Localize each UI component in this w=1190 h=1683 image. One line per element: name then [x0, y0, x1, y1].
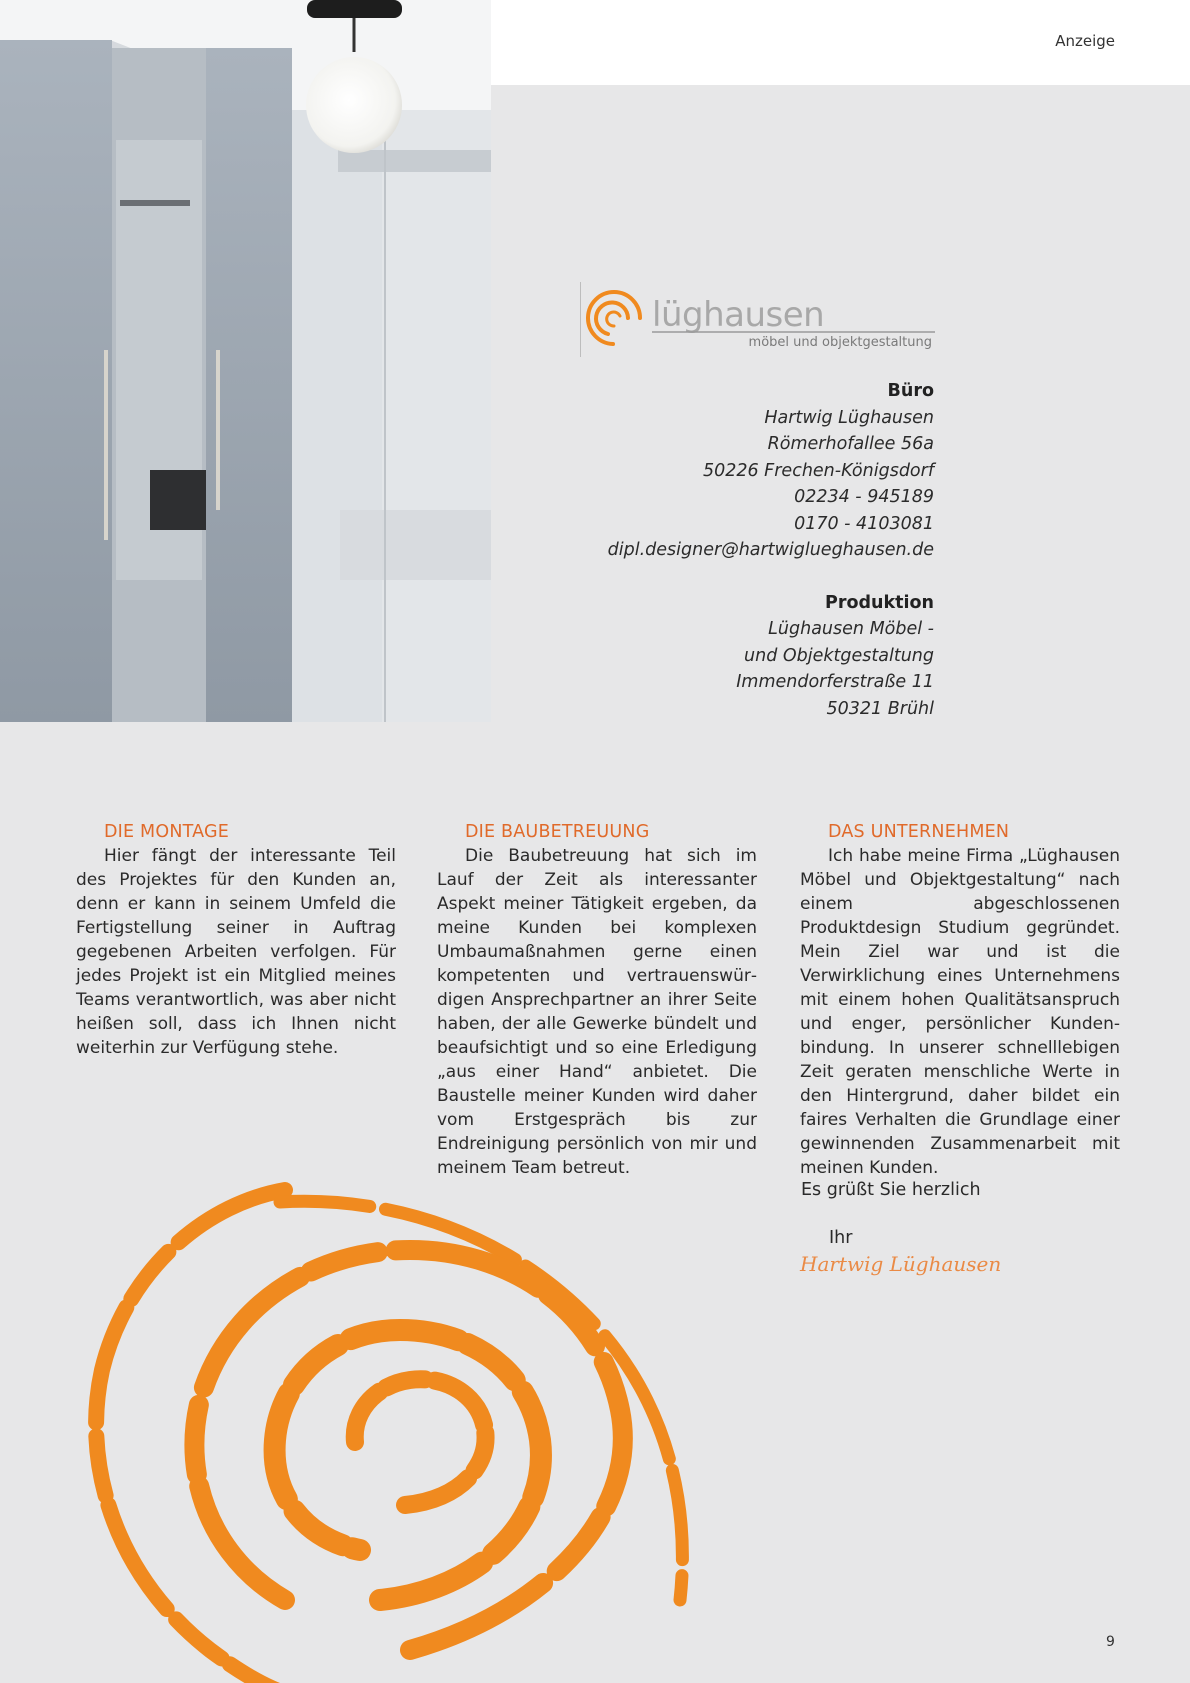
montage-text: Hier fängt der interessante Teil des Projektes für den Kunden an, denn er kann in seinem Umfeld die Fertigstellung seiner in Auftrag gegebenen Arbeiten verfolgen. Für jedes Projekt ist ein Mitglied meines Teams verantwortlich, was aber nicht heißen soll, dass ich Ihnen nicht weiterhin zur Verfügung stehe.: [76, 846, 396, 1058]
ad-label: Anzeige: [1055, 32, 1115, 50]
baubetreuung-heading: DIE BAUBETREUUNG: [465, 822, 650, 842]
column-unternehmen: [800, 820, 1120, 1180]
montage-heading: DIE MONTAGE: [104, 822, 230, 842]
produktion-city: 50321 Brühl: [826, 698, 934, 719]
buero-street: Römerhofallee 56a: [767, 434, 934, 454]
company-logo: [578, 282, 938, 362]
contact-block: [608, 378, 934, 722]
decorative-swirl-icon: [80, 1180, 700, 1683]
produktion-heading: Produktion: [825, 592, 934, 613]
buero-heading: Büro: [887, 381, 934, 401]
unternehmen-heading: DAS UNTERNEHMEN: [828, 822, 1010, 842]
column-montage: [76, 820, 396, 1060]
buero-city: 50226 Frechen-Königsdorf: [702, 460, 934, 481]
logo-brand: lüghausen: [652, 295, 825, 335]
buero-mobile: 0170 - 4103081: [794, 513, 934, 534]
column-baubetreuung: [437, 820, 757, 1180]
closing-greeting: Es grüßt Sie herzlich: [801, 1180, 981, 1200]
page-number: 9: [1106, 1634, 1115, 1650]
buero-phone: 02234 - 945189: [794, 487, 934, 507]
produktion-street: Immendorferstraße 11: [736, 672, 934, 692]
logo-swirl-icon: [588, 292, 640, 344]
produktion-company-2: und Objektgestaltung: [744, 645, 934, 666]
signature: Hartwig Lüghausen: [800, 1252, 1002, 1276]
closing-ihr: Ihr: [829, 1228, 853, 1248]
logo-tagline: möbel und objektgestaltung: [748, 335, 932, 350]
unternehmen-text: Ich habe meine Firma „Lüghausen Möbel und Objektgestaltung“ nach einem abgeschlossenen Produktdesign Studium gegründet. Mein Ziel war und ist die Verwirklichung eines Unternehmens mit einem hohen Qualitätsanspruch und enger, persönlicher Kundenbindung. In unserer schnelllebigen Zeit geraten menschliche Werte in den Hintergrund, daher bildet ein faires Verhalten die Grundlage einer gewinnenden Zusammenarbeit mit meinen Kunden.: [800, 846, 1120, 1178]
wardrobe-photo: [0, 0, 491, 722]
buero-name: Hartwig Lüghausen: [764, 407, 934, 428]
buero-email[interactable]: dipl.designer@hartwiglueghausen.de: [607, 540, 934, 560]
produktion-company-1: Lüghausen Möbel -: [768, 619, 934, 639]
baubetreuung-text: Die Baubetreuung hat sich im Lauf der Zeit als interessanter Aspekt meiner Tätigkeit ergeben, da meine Kunden bei komplexen Umbaumaßnahmen gerne einen kompetenten und vertrauenswürdigen Ansprechpartner an ihrer Seite haben, der alle Gewerke bündelt und beaufsichtigt und so eine Erledigung „aus einer Hand“ anbietet. Die Baustelle meiner Kunden wird daher vom Erstgespräch bis zur Endreinigung persönlich von mir und meinem Team betreut.: [437, 846, 757, 1178]
